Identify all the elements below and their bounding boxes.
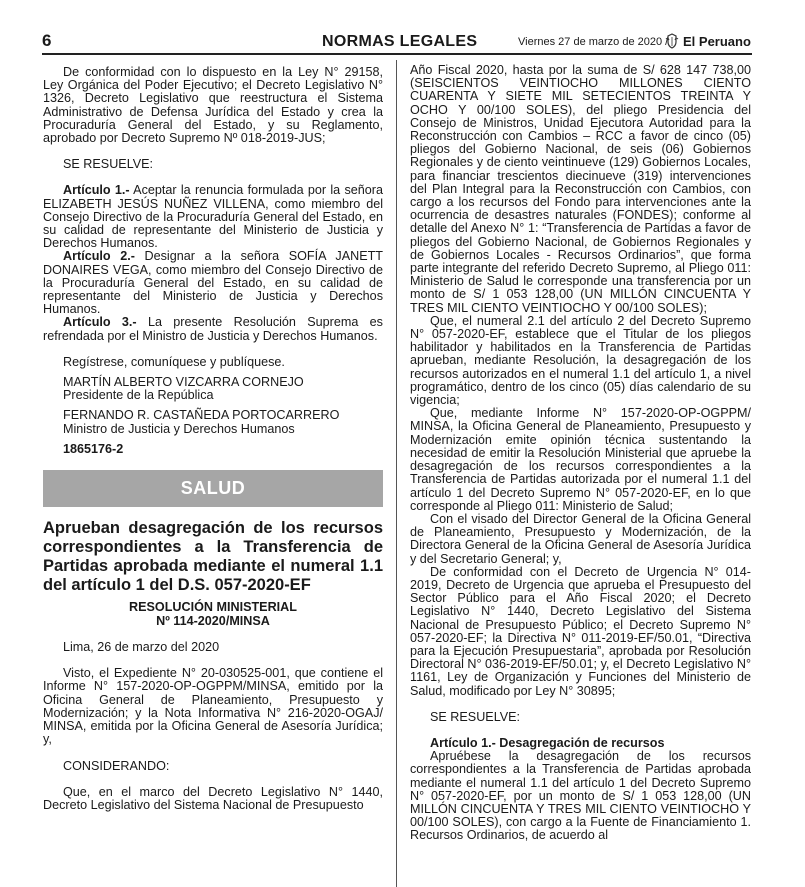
header-rule	[42, 53, 752, 55]
se-resuelve-heading: SE RESUELVE:	[430, 709, 521, 724]
right-column	[410, 64, 751, 843]
column-divider	[396, 60, 397, 887]
paragraph: Con el visado del Director General de la Oficina General de Planeamiento, Presupuesto y Modernización, de la Directora General de la Oficina General de Asesoría Jurídica y del Secretario General; y,	[410, 511, 751, 566]
article-text: La presente Resolución Suprema es refrendada por el Ministro de Justicia y Derechos Humanos.	[43, 315, 383, 343]
visto-paragraph: Visto, el Expediente N° 20-030525-001, que contiene el Informe N° 157-2020-OP-OGPPM/MINSA, emitido por la Oficina General de Planeamiento, Presupuesto y Modernización; y la Nota Informativa N° 216-2020-OGAJ/ MINSA, emitida por la Oficina General de Asesoría Jurídica; y,	[43, 666, 383, 747]
considerando-heading: CONSIDERANDO:	[63, 758, 170, 773]
document-code: 1865176-2	[63, 441, 124, 456]
resolution-title: RESOLUCIÓN MINISTERIAL	[129, 600, 297, 615]
place-date: Lima, 26 de marzo del 2020	[63, 640, 220, 655]
article-text: Designar a la señora SOFÍA JANETT DONAIRES VEGA, como miembro del Consejo Directivo de la Procuraduría General del Estado, en su calidad de representante del Ministerio de Justicia y Derechos Humanos.	[43, 249, 383, 317]
article-text: Apruébese la desagregación de los recursos correspondientes a la Transferencia de Partidas aprobada mediante el numeral 1.1 del artículo 1 del Decreto Supremo N° 057-2020-EF, por un monto de S/ 1 053 128,00 (UN MILLÓN CINCUENTA Y TRES MIL CIENTO VEINTIOCHO Y 00/100 SOLES), con cargo a la Fuente de Financiamiento 1. Recursos Ordinarios, de acuerdo al	[410, 749, 751, 843]
page-header	[0, 0, 805, 56]
page-number: 6	[42, 31, 52, 50]
paragraph: De conformidad con el Decreto de Urgencia N° 014-2019, Decreto de Urgencia que aprueba el Presupuesto del Sector Público para el Año Fiscal 2020; el Decreto Legislativo N° 1440, Decreto Legislativo del Sistema Nacional de Presupuesto Público; el Decreto Supremo N° 057-2020-EF; la Directiva N° 011-2019-EF/50.01, “Directiva para la Ejecución Presupuestaria”, aprobada por Resolución Directoral N° 036-2019-EF/50.01; y, el Decreto Legislativo N° 1161, Ley de Organización y Funciones del Ministerio de Salud, modificado por Ley N° 30895;	[410, 564, 751, 698]
article-3	[43, 316, 383, 342]
coat-of-arms-icon	[664, 33, 680, 49]
brand-logo	[664, 33, 751, 49]
signatory-name: MARTÍN ALBERTO VIZCARRA CORNEJO	[63, 375, 304, 390]
publication-title: NORMAS LEGALES	[322, 33, 478, 50]
article-headline: Aprueban desagregación de los recursos correspondientes a la Transferencia de Partidas aprobada mediante el numeral 1.1 del artículo 1 del D.S. 057-2020-EF	[43, 519, 383, 595]
paragraph: Que, en el marco del Decreto Legislativo N° 1440, Decreto Legislativo del Sistema Nacional de Presupuesto	[43, 784, 383, 812]
article-heading: Artículo 1.- Desagregación de recursos	[430, 735, 665, 750]
se-resuelve-heading: SE RESUELVE:	[63, 157, 154, 172]
article-label: Artículo 2.-	[63, 249, 135, 264]
paragraph: Que, el numeral 2.1 del artículo 2 del Decreto Supremo N° 057-2020-EF, establece que el Titular de los pliegos habilitador y habilitados en la Transferencia de Partidas aprueban, mediante Resolución, la desagregación de los recursos autorizados en el numeral 1.1 del artículo 1, a nivel programático, dentro de los cinco (05) días calendario de su vigencia;	[410, 313, 751, 408]
signatory-name: FERNANDO R. CASTAÑEDA PORTOCARRERO	[63, 408, 340, 423]
resolution-number: Nº 114-2020/MINSA	[156, 613, 270, 628]
article-text: Aceptar la renuncia formulada por la señora ELIZABETH JESÚS NUÑEZ VILLENA, como miembro del Consejo Directivo de la Procuraduría General del Estado, en su calidad de representante del Ministerio de Justicia y Derechos Humanos.	[43, 183, 383, 251]
paragraph: De conformidad con lo dispuesto en la Ley N° 29158, Ley Orgánica del Poder Ejecutivo; el Decreto Legislativo N° 1326, Decreto Legislativo que reestructura el Sistema Administrativo de Defensa Jurídica del Estado y crea la Procuraduría General del Estado, y su Reglamento, aprobado por Decreto Supremo Nº 018-2019-JUS;	[43, 65, 383, 146]
left-column	[43, 66, 383, 812]
section-banner: SALUD	[43, 470, 383, 507]
publication-date: Viernes 27 de marzo de 2020 /	[518, 36, 669, 48]
article-1	[43, 184, 383, 250]
article-label: Artículo 1.-	[63, 183, 130, 198]
article-2	[43, 250, 383, 316]
paragraph: Que, mediante Informe N° 157-2020-OP-OGPPM/ MINSA, la Oficina General de Planeamiento, Presupuesto y Modernización emite opinión técnica sustentando la necesidad de emitir la Resolución Ministerial que apruebe la desagregación de los recursos correspondientes a la Transferencia de Partidas autorizada por el numeral 1.1 del artículo 1 del Decreto Supremo N° 057-2020-EF, en lo que corresponde al Pliego 011: Ministerio de Salud;	[410, 406, 751, 513]
registrese-line: Regístrese, comuníquese y publíquese.	[63, 354, 285, 369]
article-label: Artículo 3.-	[63, 315, 137, 330]
paragraph: Año Fiscal 2020, hasta por la suma de S/ 628 147 738,00 (SEISCIENTOS VEINTIOCHO MILLONES CIENTO CUARENTA Y SIETE MIL SETECIENTOS TREINTA Y OCHO Y 00/100 SOLES), del pliego Presidencia del Consejo de Ministros, Unidad Ejecutora Autoridad para la Reconstrucción con Cambios – RCC a favor de cinco (05) pliegos del Gobierno Nacional, de seis (06) Gobiernos Regionales y de ciento veintinueve (129) Gobiernos Locales, para financiar trescientos diecinueve (319) intervenciones del Plan Integral para la Reconstrucción con Cambios, con cargo a los recursos del Fondo para intervenciones ante la ocurrencia de desastres naturales (FONDES); conforme al detalle del Anexo N° 1: “Transferencia de Partidas a favor de pliegos del Gobierno Nacional, de Gobiernos Regionales y de Gobiernos Locales - Recursos Ordinarios”, que forma parte integrante del referido Decreto Supremo, al Pliego 011: Ministerio de Salud le corresponde una transferencia por un monto de S/ 1 053 128,00 (UN MILLÓN CINCUENTA Y TRES MIL CIENTO VEINTIOCHO Y 00/100 SOLES);	[410, 63, 751, 315]
signatory-title: Presidente de la República	[63, 388, 214, 403]
signatory-title: Ministro de Justicia y Derechos Humanos	[63, 421, 295, 436]
brand-name: El Peruano	[683, 33, 751, 49]
